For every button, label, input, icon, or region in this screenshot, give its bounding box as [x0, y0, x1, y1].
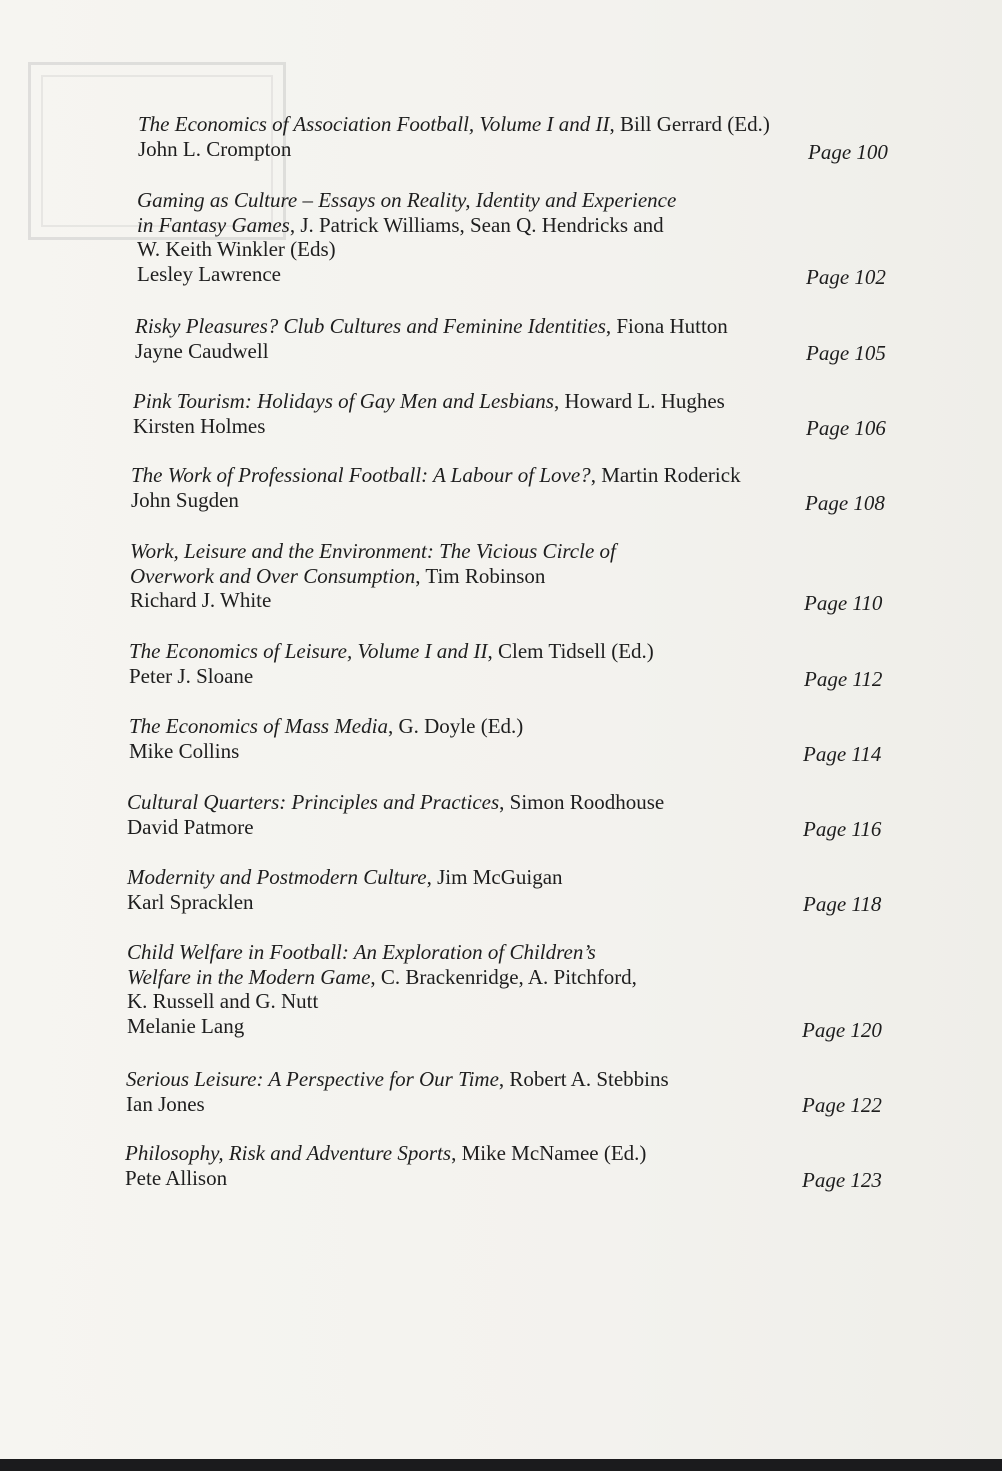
book-authors: Clem Tidsell (Ed.) — [498, 639, 654, 663]
book-authors: Bill Gerrard (Ed.) — [619, 112, 770, 136]
book-title-line2: in Fantasy Games — [137, 212, 290, 237]
book-authors: Howard L. Hughes — [564, 389, 725, 413]
book-title-line1: Child Welfare in Football: An Exploration of Children’s — [127, 940, 596, 964]
review-entry: The Economics of Mass Media, G. Doyle (Ed.) Mike Collins — [129, 714, 524, 763]
reviewer: Ian Jones — [126, 1091, 205, 1116]
book-title: The Economics of Leisure, Volume I and II — [129, 639, 488, 663]
book-authors: Mike McNamee (Ed.) — [461, 1141, 647, 1165]
book-authors-line1: J. Patrick Williams, Sean Q. Hendricks and — [300, 212, 664, 237]
review-entry: Philosophy, Risk and Adventure Sports, Mike McNamee (Ed.) Pete Allison — [125, 1141, 647, 1190]
book-authors-line1: C. Brackenridge, A. Pitchford, — [380, 964, 637, 989]
page-reference: Page 108 — [805, 491, 885, 515]
book-title: Pink Tourism: Holidays of Gay Men and Lesbians — [133, 389, 554, 413]
page-reference: Page 106 — [806, 416, 886, 440]
page-reference: Page 118 — [803, 892, 882, 916]
book-title-line1: Gaming as Culture – Essays on Reality, Identity and Experience — [137, 188, 677, 212]
page-reference: Page 122 — [802, 1093, 882, 1117]
book-authors: Simon Roodhouse — [509, 790, 665, 814]
page-reference: Page 100 — [808, 140, 888, 164]
reviewer: Mike Collins — [129, 738, 240, 763]
page-reference: Page 116 — [803, 817, 882, 841]
book-authors-line2: W. Keith Winkler (Eds) — [137, 237, 336, 261]
book-title: Modernity and Postmodern Culture — [127, 865, 427, 889]
reviewer: Peter J. Sloane — [129, 663, 254, 688]
review-entry: Work, Leisure and the Environment: The Vicious Circle of Overwork and Over Consumption, Tim Robinson Richard J. White — [130, 539, 616, 612]
book-authors: Robert A. Stebbins — [509, 1067, 669, 1091]
book-title: The Work of Professional Football: A Labour of Love? — [131, 463, 591, 487]
page-reference: Page 102 — [806, 265, 886, 289]
book-authors: Tim Robinson — [425, 563, 546, 588]
review-entry: Risky Pleasures? Club Cultures and Feminine Identities, Fiona Hutton Jayne Caudwell — [135, 314, 728, 363]
book-authors: Jim McGuigan — [437, 865, 563, 889]
reviewer: Melanie Lang — [127, 1013, 245, 1038]
page-reference: Page 114 — [803, 742, 882, 766]
page-reference: Page 112 — [804, 667, 883, 691]
book-authors: Fiona Hutton — [616, 314, 728, 338]
review-entry: Serious Leisure: A Perspective for Our Time, Robert A. Stebbins Ian Jones — [126, 1067, 669, 1116]
book-title: Serious Leisure: A Perspective for Our Time — [126, 1067, 499, 1091]
reviewer: Jayne Caudwell — [135, 338, 269, 363]
book-authors: Martin Roderick — [601, 463, 741, 487]
review-entry: Modernity and Postmodern Culture, Jim McGuigan Karl Spracklen — [127, 865, 563, 914]
book-title: Philosophy, Risk and Adventure Sports — [125, 1141, 452, 1165]
book-title: Cultural Quarters: Principles and Practices — [127, 790, 500, 814]
reviewer: John Sugden — [131, 487, 239, 512]
book-title: The Economics of Association Football, Volume I and II — [138, 112, 610, 136]
book-title: The Economics of Mass Media — [129, 714, 388, 738]
reviewer: Kirsten Holmes — [133, 413, 266, 438]
reviewer: Lesley Lawrence — [137, 261, 281, 286]
page-reference: Page 120 — [802, 1018, 882, 1042]
book-title: Risky Pleasures? Club Cultures and Feminine Identities — [135, 314, 606, 338]
review-entry: Pink Tourism: Holidays of Gay Men and Lesbians, Howard L. Hughes Kirsten Holmes — [133, 389, 725, 438]
review-entry: The Economics of Association Football, Volume I and II, Bill Gerrard (Ed.) John L. Crompton — [138, 112, 770, 161]
reviewer: Pete Allison — [125, 1165, 228, 1190]
reviewer: Karl Spracklen — [127, 889, 254, 914]
page-reference: Page 110 — [804, 591, 883, 615]
review-entry: Gaming as Culture – Essays on Reality, Identity and Experience in Fantasy Games, J. Patrick Williams, Sean Q. Hendricks and W. Keith Winkler (Eds) Lesley Lawrence — [137, 188, 677, 286]
scan-bottom-edge — [0, 1459, 1002, 1471]
book-authors: G. Doyle (Ed.) — [398, 714, 524, 738]
reviewer: Richard J. White — [130, 588, 272, 612]
reviewer: David Patmore — [127, 814, 254, 839]
review-entry: Cultural Quarters: Principles and Practices, Simon Roodhouse David Patmore — [127, 790, 665, 839]
review-entry: The Work of Professional Football: A Labour of Love?, Martin Roderick John Sugden — [131, 463, 741, 512]
book-title-line1: Work, Leisure and the Environment: The Vicious Circle of — [130, 539, 616, 563]
page-reference: Page 105 — [806, 341, 886, 365]
book-title-line2: Welfare in the Modern Game — [127, 964, 371, 989]
book-title-line2: Overwork and Over Consumption — [130, 563, 416, 588]
page-reference: Page 123 — [802, 1168, 882, 1192]
book-authors-line2: K. Russell and G. Nutt — [127, 989, 319, 1013]
reviewer: John L. Crompton — [138, 136, 292, 161]
review-entry: The Economics of Leisure, Volume I and II, Clem Tidsell (Ed.) Peter J. Sloane — [129, 639, 654, 688]
review-entry: Child Welfare in Football: An Exploration of Children’s Welfare in the Modern Game, C. Brackenridge, A. Pitchford, K. Russell and G. Nutt Melanie Lang — [127, 940, 637, 1038]
